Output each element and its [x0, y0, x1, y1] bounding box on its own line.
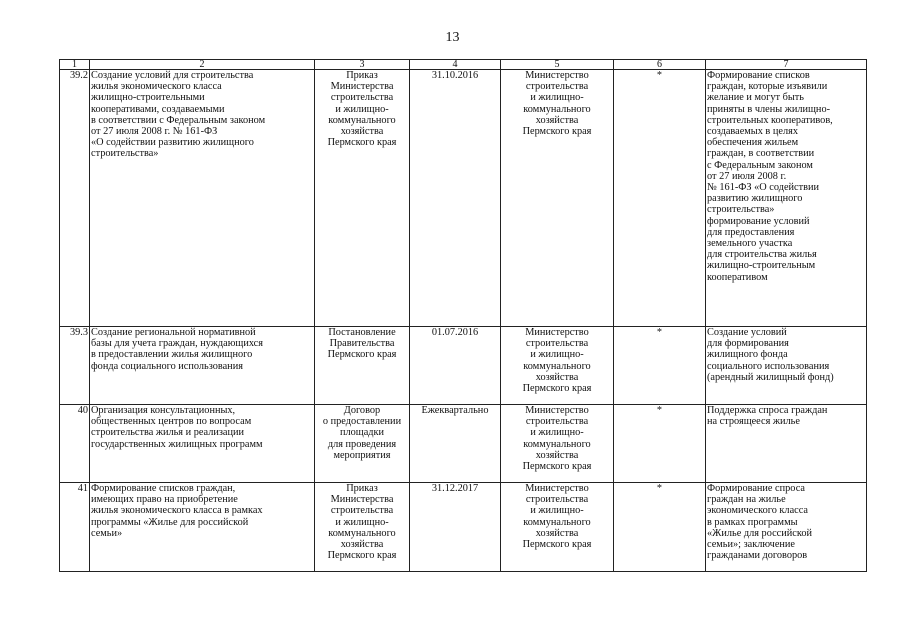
header-cell-1: 1 — [60, 60, 90, 70]
date-cell: 31.10.2016 — [410, 70, 501, 327]
table-row — [60, 405, 867, 483]
measures-table — [59, 59, 867, 572]
result-cell: Формирование списков граждан, которые изъявили желание и могут быть приняты в члены жилищно- строительных кооперативов, создаваемых в целях обеспечения жильем граждан, в соответствии с Федеральным законом от 27 июля 2008 г. № 161-ФЗ «О содействии развитию жилищного строительства» формирование условий для предоставления земельного участка для строительства жилья жилищно-строительным кооперативом — [706, 70, 867, 327]
executor-cell: Министерство строительства и жилищно- коммунального хозяйства Пермского края — [501, 327, 614, 405]
measure-cell: Формирование списков граждан, имеющих право на приобретение жилья экономического класса в рамках программы «Жилье для российской семьи» — [90, 483, 315, 572]
table-row — [60, 327, 867, 405]
date-cell: 01.07.2016 — [410, 327, 501, 405]
page-number: 13 — [445, 30, 460, 45]
executor-cell: Министерство строительства и жилищно- коммунального хозяйства Пермского края — [501, 483, 614, 572]
header-cell-3: 3 — [315, 60, 410, 70]
header-cell-4: 4 — [410, 60, 501, 70]
measure-cell: Организация консультационных, общественных центров по вопросам строительства жилья и реализации государственных жилищных программ — [90, 405, 315, 483]
funding-cell: * — [614, 405, 706, 483]
executor-cell: Министерство строительства и жилищно- коммунального хозяйства Пермского края — [501, 70, 614, 327]
result-cell: Создание условий для формирования жилищного фонда социального использования (арендный жилищный фонд) — [706, 327, 867, 405]
table-row — [60, 483, 867, 572]
result-cell: Формирование спроса граждан на жилье экономического класса в рамках программы «Жилье для российской семьи»; заключение гражданами договоров — [706, 483, 867, 572]
header-cell-5: 5 — [501, 60, 614, 70]
funding-cell: * — [614, 483, 706, 572]
header-cell-7: 7 — [706, 60, 867, 70]
measure-cell: Создание региональной нормативной базы для учета граждан, нуждающихся в предоставлении жилья жилищного фонда социального использования — [90, 327, 315, 405]
funding-cell: * — [614, 327, 706, 405]
date-cell: Ежеквартально — [410, 405, 501, 483]
header-cell-6: 6 — [614, 60, 706, 70]
row-number: 39.3 — [60, 327, 90, 405]
document-cell: Постановление Правительства Пермского края — [315, 327, 410, 405]
executor-cell: Министерство строительства и жилищно- коммунального хозяйства Пермского края — [501, 405, 614, 483]
result-cell: Поддержка спроса граждан на строящееся жилье — [706, 405, 867, 483]
header-row — [60, 60, 867, 70]
document-cell: Договор о предоставлении площадки для проведения мероприятия — [315, 405, 410, 483]
document-cell: Приказ Министерства строительства и жилищно- коммунального хозяйства Пермского края — [315, 483, 410, 572]
row-number: 39.2 — [60, 70, 90, 327]
funding-cell: * — [614, 70, 706, 327]
header-cell-2: 2 — [90, 60, 315, 70]
measure-cell: Создание условий для строительства жилья экономического класса жилищно-строительными кооперативами, создаваемыми в соответствии с Федеральным законом от 27 июля 2008 г. № 161-ФЗ «О содействии развитию жилищного строительства» — [90, 70, 315, 327]
date-cell: 31.12.2017 — [410, 483, 501, 572]
document-cell: Приказ Министерства строительства и жилищно- коммунального хозяйства Пермского края — [315, 70, 410, 327]
row-number: 40 — [60, 405, 90, 483]
row-number: 41 — [60, 483, 90, 572]
table-row — [60, 70, 867, 327]
